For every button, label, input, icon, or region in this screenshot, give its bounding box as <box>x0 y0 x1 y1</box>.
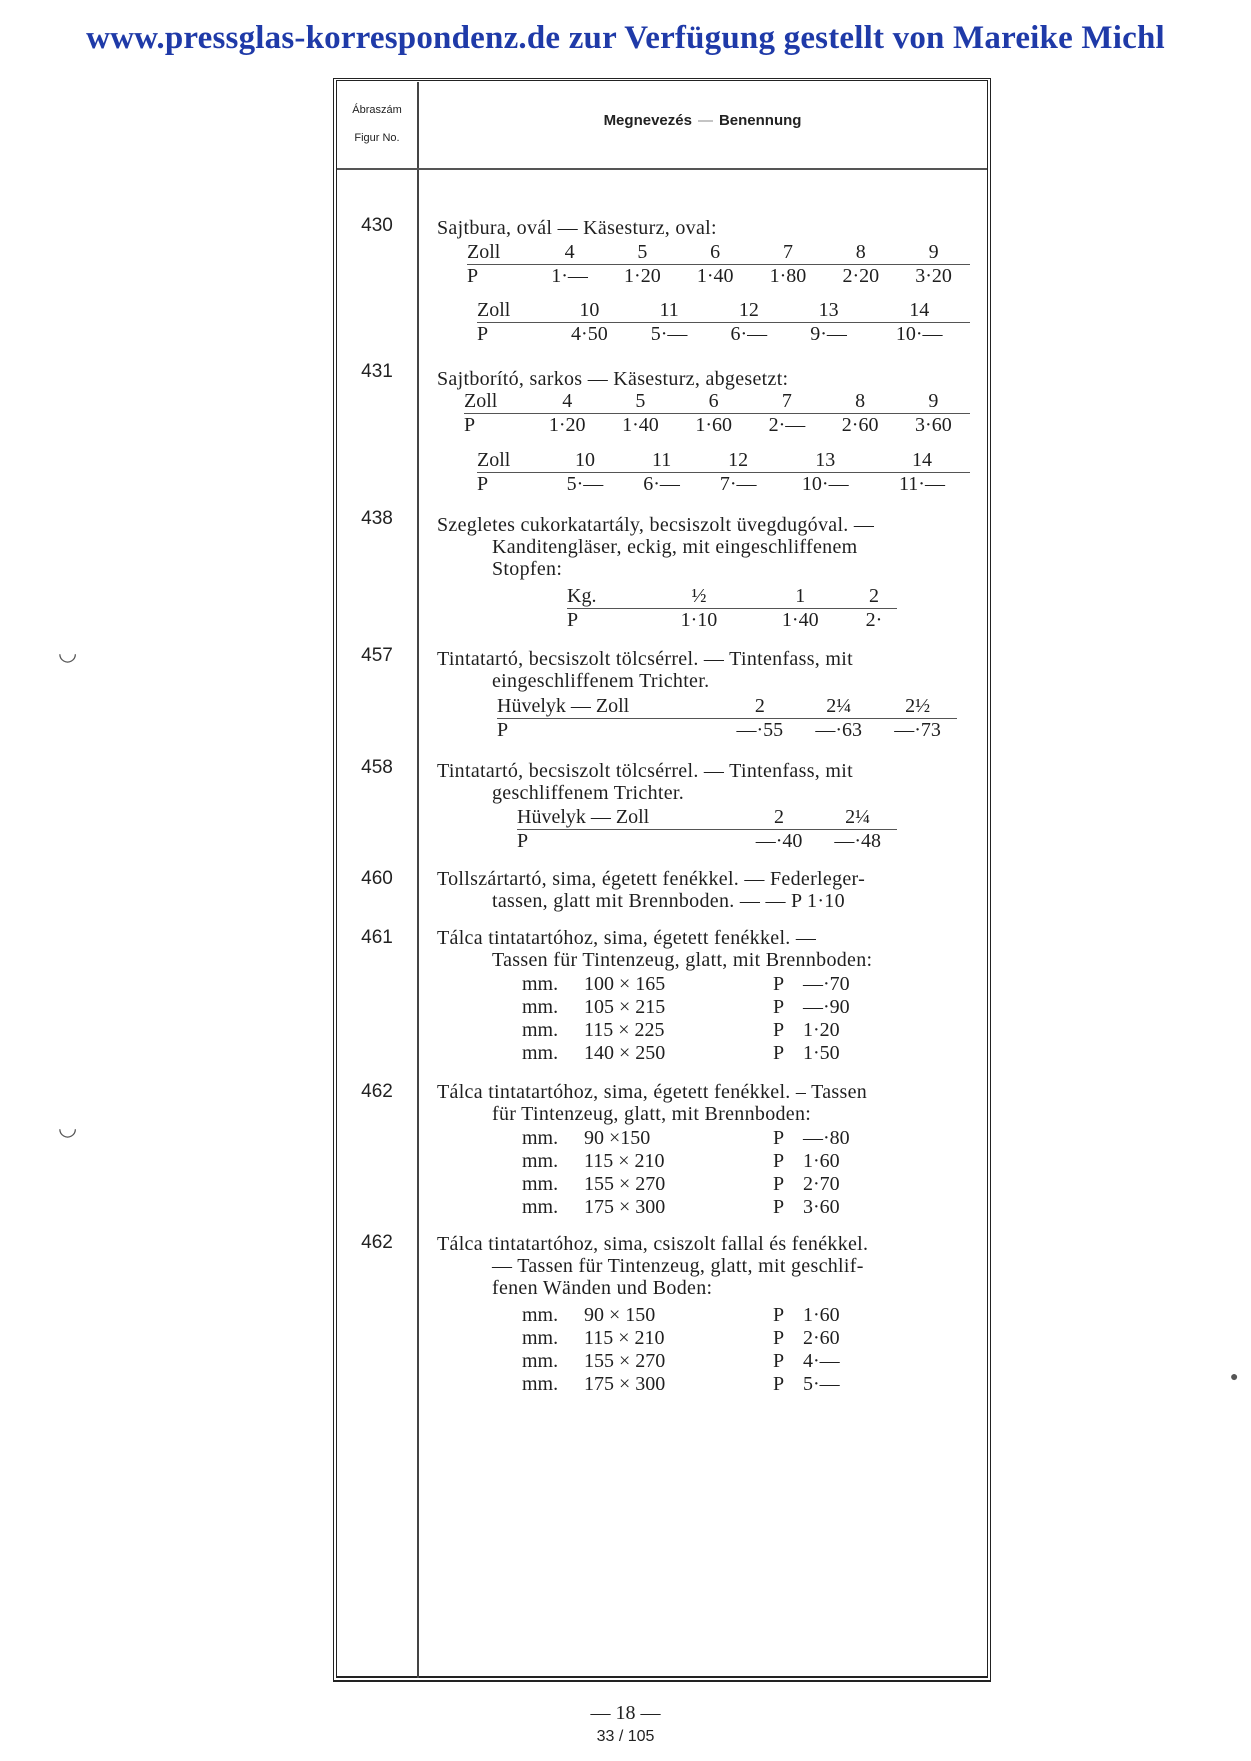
table-cell: 2 <box>740 806 819 830</box>
table-row <box>522 973 863 996</box>
table-cell: 8 <box>824 390 897 414</box>
table-cell: 11 <box>629 299 709 323</box>
entry-description <box>437 760 970 804</box>
table-cell: P <box>567 609 579 631</box>
price-label-cell: P <box>773 1196 785 1218</box>
table-cell: 12 <box>700 449 777 473</box>
price-cell: —·70 <box>803 973 850 995</box>
table-cell: 9·— <box>810 323 847 345</box>
table-cell: 5 <box>604 390 677 414</box>
description-line: tassen, glatt mit Brennboden. — — P 1·10 <box>492 890 845 912</box>
size-cell: 115 × 210 <box>584 1327 665 1349</box>
table-row <box>467 265 970 289</box>
unit-cell: mm. <box>522 1196 559 1218</box>
table-cell: 1·40 <box>696 265 734 287</box>
size-cell: 155 × 270 <box>584 1173 666 1195</box>
price-label-cell: P <box>773 1304 785 1326</box>
table-cell: —·48 <box>834 830 882 852</box>
price-label-cell: P <box>773 973 785 995</box>
table-cell: 1·10 <box>680 609 718 631</box>
table-cell: 6·— <box>643 473 680 495</box>
table-row <box>477 299 970 323</box>
price-cell: 1·20 <box>803 1019 840 1041</box>
description-line: Tassen für Tintenzeug, glatt, mit Brennboden: <box>492 949 873 971</box>
unit-cell: mm. <box>522 1304 559 1326</box>
table-cell: —·55 <box>736 719 784 741</box>
entry-description <box>437 868 970 912</box>
table-cell: 6·— <box>730 323 768 345</box>
figure-number: 460 <box>361 868 393 889</box>
table-cell: 2·— <box>768 414 806 436</box>
table-cell: 3·60 <box>915 414 952 436</box>
name-header-separator: — <box>697 112 713 129</box>
size-cell: 100 × 165 <box>584 973 666 995</box>
table-cell: Zoll <box>477 299 550 323</box>
scan-mark-icon: ◡ <box>58 1115 78 1140</box>
table-cell: Zoll <box>467 241 533 265</box>
figure-number: 457 <box>361 645 393 666</box>
size-cell: 115 × 225 <box>584 1019 665 1041</box>
price-cell: 2·70 <box>803 1173 840 1195</box>
table-cell: Zoll <box>477 449 547 473</box>
table-cell: 2 <box>851 585 897 609</box>
table-cell: 1 <box>750 585 851 609</box>
table-cell: 5 <box>606 241 679 265</box>
price-cell: —·80 <box>803 1127 850 1149</box>
table-cell: 4·50 <box>571 323 608 345</box>
table-cell: 1·20 <box>624 265 661 287</box>
table-row <box>567 585 897 609</box>
price-cell: 5·— <box>803 1373 840 1395</box>
price-label-cell: P <box>773 1350 785 1372</box>
table-cell: 4 <box>531 390 604 414</box>
table-cell: 5·— <box>566 473 604 495</box>
unit-cell: mm. <box>522 1042 559 1064</box>
table-cell: 10·— <box>895 323 943 345</box>
table-row <box>497 719 957 743</box>
price-label-cell: P <box>773 1327 785 1349</box>
table-cell: 2¼ <box>799 695 878 719</box>
size-cell: 90 × 150 <box>584 1304 656 1326</box>
price-label-cell: P <box>773 1173 785 1195</box>
table-cell: 6 <box>679 241 752 265</box>
description-line: Tálca tintatartóhoz, sima, csiszolt fallal és fenékkel. <box>437 1233 869 1255</box>
table-cell: 7 <box>750 390 823 414</box>
table-cell: 1·40 <box>622 414 659 436</box>
page-footer: — 18 — <box>590 1702 661 1724</box>
table-cell: 2· <box>865 609 883 631</box>
table-cell: 7 <box>752 241 825 265</box>
table-row <box>522 1042 863 1065</box>
table-cell: 3·20 <box>915 265 952 287</box>
table-cell: 12 <box>709 299 789 323</box>
description-line: Sajtborító, sarkos — Käsesturz, abgesetzt: <box>437 368 789 390</box>
table-cell: 10·— <box>801 473 849 495</box>
figure-number: 462 <box>361 1232 393 1253</box>
table-cell: Kg. <box>567 585 648 609</box>
table-cell: 2·20 <box>842 265 880 287</box>
entry-description <box>437 217 970 239</box>
table-cell: P <box>464 414 476 436</box>
description-line: — Tassen für Tintenzeug, glatt, mit geschlif- <box>492 1255 864 1277</box>
table-row <box>522 996 863 1019</box>
scan-dot-icon: ● <box>1230 1370 1239 1385</box>
table-cell: ½ <box>648 585 749 609</box>
unit-cell: mm. <box>522 996 559 1018</box>
price-label-cell: P <box>773 1019 785 1041</box>
scan-mark-icon: ◡ <box>58 640 78 665</box>
price-cell: 1·60 <box>803 1150 840 1172</box>
dimension-price-list <box>522 1304 863 1396</box>
size-cell: 90 ×150 <box>584 1127 651 1149</box>
entry-description <box>437 514 970 580</box>
table-cell: 11 <box>623 449 700 473</box>
figure-header-de: Figur No. <box>354 132 400 144</box>
price-table <box>477 449 970 496</box>
entry-description <box>437 1081 970 1125</box>
table-cell: 1·40 <box>781 609 819 631</box>
figure-number: 438 <box>361 508 393 529</box>
price-cell: 2·60 <box>803 1327 840 1349</box>
description-line: Szegletes cukorkatartály, becsiszolt üvegdugóval. — <box>437 514 875 536</box>
table-cell: P <box>477 323 489 345</box>
unit-cell: mm. <box>522 1173 559 1195</box>
description-line: Stopfen: <box>492 558 563 580</box>
price-label-cell: P <box>773 1127 785 1149</box>
table-cell: 2¼ <box>818 806 897 830</box>
table-cell: P <box>467 265 479 287</box>
table-cell: 1·60 <box>695 414 732 436</box>
price-label-cell: P <box>773 1150 785 1172</box>
price-label-cell: P <box>773 996 785 1018</box>
name-header-de: Benennung <box>718 112 802 129</box>
table-cell: 10 <box>547 449 624 473</box>
table-cell: 2·60 <box>841 414 879 436</box>
table-cell: —·40 <box>755 830 803 852</box>
table-cell: Zoll <box>464 390 531 414</box>
table-cell: P <box>517 830 529 852</box>
description-line: fenen Wänden und Boden: <box>492 1277 713 1299</box>
table-cell: Hüvelyk — Zoll <box>497 695 720 719</box>
table-cell: 10 <box>550 299 630 323</box>
unit-cell: mm. <box>522 1373 559 1395</box>
table-cell: 8 <box>824 241 897 265</box>
entry-description <box>437 927 970 971</box>
table-cell: —·63 <box>815 719 863 741</box>
entry-description <box>437 368 970 390</box>
unit-cell: mm. <box>522 1350 559 1372</box>
table-cell: 9 <box>897 241 970 265</box>
table-row <box>522 1173 863 1196</box>
figure-number: 461 <box>361 927 393 948</box>
table-row <box>464 390 970 414</box>
table-row <box>477 323 970 347</box>
price-label-cell: P <box>773 1373 785 1395</box>
price-cell: 4·— <box>803 1350 840 1372</box>
table-row <box>522 1327 863 1350</box>
price-table <box>467 241 970 288</box>
size-cell: 175 × 300 <box>584 1196 666 1218</box>
description-line: Kanditengläser, eckig, mit eingeschliffenem <box>492 536 858 558</box>
table-row <box>522 1304 863 1327</box>
table-cell: 14 <box>874 449 970 473</box>
table-row <box>517 830 897 854</box>
table-cell: 11·— <box>899 473 945 495</box>
page-number: 33 / 105 <box>596 1728 655 1745</box>
price-table <box>477 299 970 346</box>
figure-number-header <box>337 96 417 152</box>
description-line: Sajtbura, ovál — Käsesturz, oval: <box>437 217 717 239</box>
size-cell: 140 × 250 <box>584 1042 666 1064</box>
site-banner: www.pressglas-korrespondenz.de zur Verfügung gestellt von Mareike Michl <box>86 20 1165 56</box>
table-cell: 13 <box>789 299 869 323</box>
figure-number: 462 <box>361 1081 393 1102</box>
description-line: Tálca tintatartóhoz, sima, égetett fenékkel. – Tassen <box>437 1081 868 1103</box>
table-cell: 1·— <box>551 265 588 287</box>
table-row <box>522 1150 863 1173</box>
entry-description <box>437 1233 970 1299</box>
table-row <box>467 241 970 265</box>
table-row <box>522 1350 863 1373</box>
figure-header-hu: Ábraszám <box>352 104 402 116</box>
unit-cell: mm. <box>522 1127 559 1149</box>
table-row <box>522 1196 863 1219</box>
price-table <box>567 585 897 632</box>
dimension-price-list <box>522 973 863 1065</box>
table-row <box>522 1127 863 1150</box>
figure-number: 458 <box>361 757 393 778</box>
price-table <box>464 390 970 437</box>
description-line: Tintatartó, becsiszolt tölcsérrel. — Tintenfass, mit <box>437 760 853 782</box>
header-divider <box>337 168 987 170</box>
unit-cell: mm. <box>522 1019 559 1041</box>
name-header <box>420 112 985 129</box>
table-cell: 6 <box>677 390 750 414</box>
table-cell: 1·20 <box>548 414 586 436</box>
unit-cell: mm. <box>522 973 559 995</box>
table-row <box>477 473 970 497</box>
table-cell: 9 <box>897 390 970 414</box>
price-label-cell: P <box>773 1042 785 1064</box>
table-cell: P <box>497 719 509 741</box>
entry-description <box>437 648 970 692</box>
size-cell: 115 × 210 <box>584 1150 665 1172</box>
table-row <box>522 1373 863 1396</box>
description-line: Tintatartó, becsiszolt tölcsérrel. — Tintenfass, mit <box>437 648 853 670</box>
description-line: geschliffenem Trichter. <box>492 782 685 804</box>
name-header-hu: Megnevezés <box>603 112 692 129</box>
price-cell: 1·60 <box>803 1304 840 1326</box>
table-cell: 5·— <box>650 323 688 345</box>
dimension-price-list <box>522 1127 863 1219</box>
table-cell: 4 <box>533 241 606 265</box>
table-row <box>477 449 970 473</box>
table-row <box>497 695 957 719</box>
table-cell: 2½ <box>878 695 957 719</box>
table-cell: P <box>477 473 489 495</box>
table-cell: 2 <box>720 695 799 719</box>
figure-number: 431 <box>361 361 393 382</box>
table-row <box>522 1019 863 1042</box>
table-row <box>567 609 897 633</box>
unit-cell: mm. <box>522 1150 559 1172</box>
size-cell: 105 × 215 <box>584 996 666 1018</box>
table-cell: —·73 <box>894 719 941 741</box>
price-cell: 1·50 <box>803 1042 840 1064</box>
price-cell: —·90 <box>803 996 850 1018</box>
table-row <box>517 806 897 830</box>
table-cell: 14 <box>868 299 970 323</box>
price-table <box>497 695 957 742</box>
description-line: für Tintenzeug, glatt, mit Brennboden: <box>492 1103 812 1125</box>
table-cell: 1·80 <box>769 265 807 287</box>
table-row <box>464 414 970 438</box>
column-divider <box>417 82 419 1678</box>
description-line: Tollszártartó, sima, égetett fenékkel. — Federleger- <box>437 868 866 890</box>
description-line: Tálca tintatartóhoz, sima, égetett fenékkel. — <box>437 927 817 949</box>
figure-number: 430 <box>361 215 393 236</box>
description-line: eingeschliffenem Trichter. <box>492 670 710 692</box>
size-cell: 155 × 270 <box>584 1350 666 1372</box>
size-cell: 175 × 300 <box>584 1373 666 1395</box>
table-cell: 7·— <box>719 473 757 495</box>
price-table <box>517 806 897 853</box>
price-cell: 3·60 <box>803 1196 840 1218</box>
table-cell: 13 <box>776 449 874 473</box>
unit-cell: mm. <box>522 1327 559 1349</box>
table-cell: Hüvelyk — Zoll <box>517 806 740 830</box>
